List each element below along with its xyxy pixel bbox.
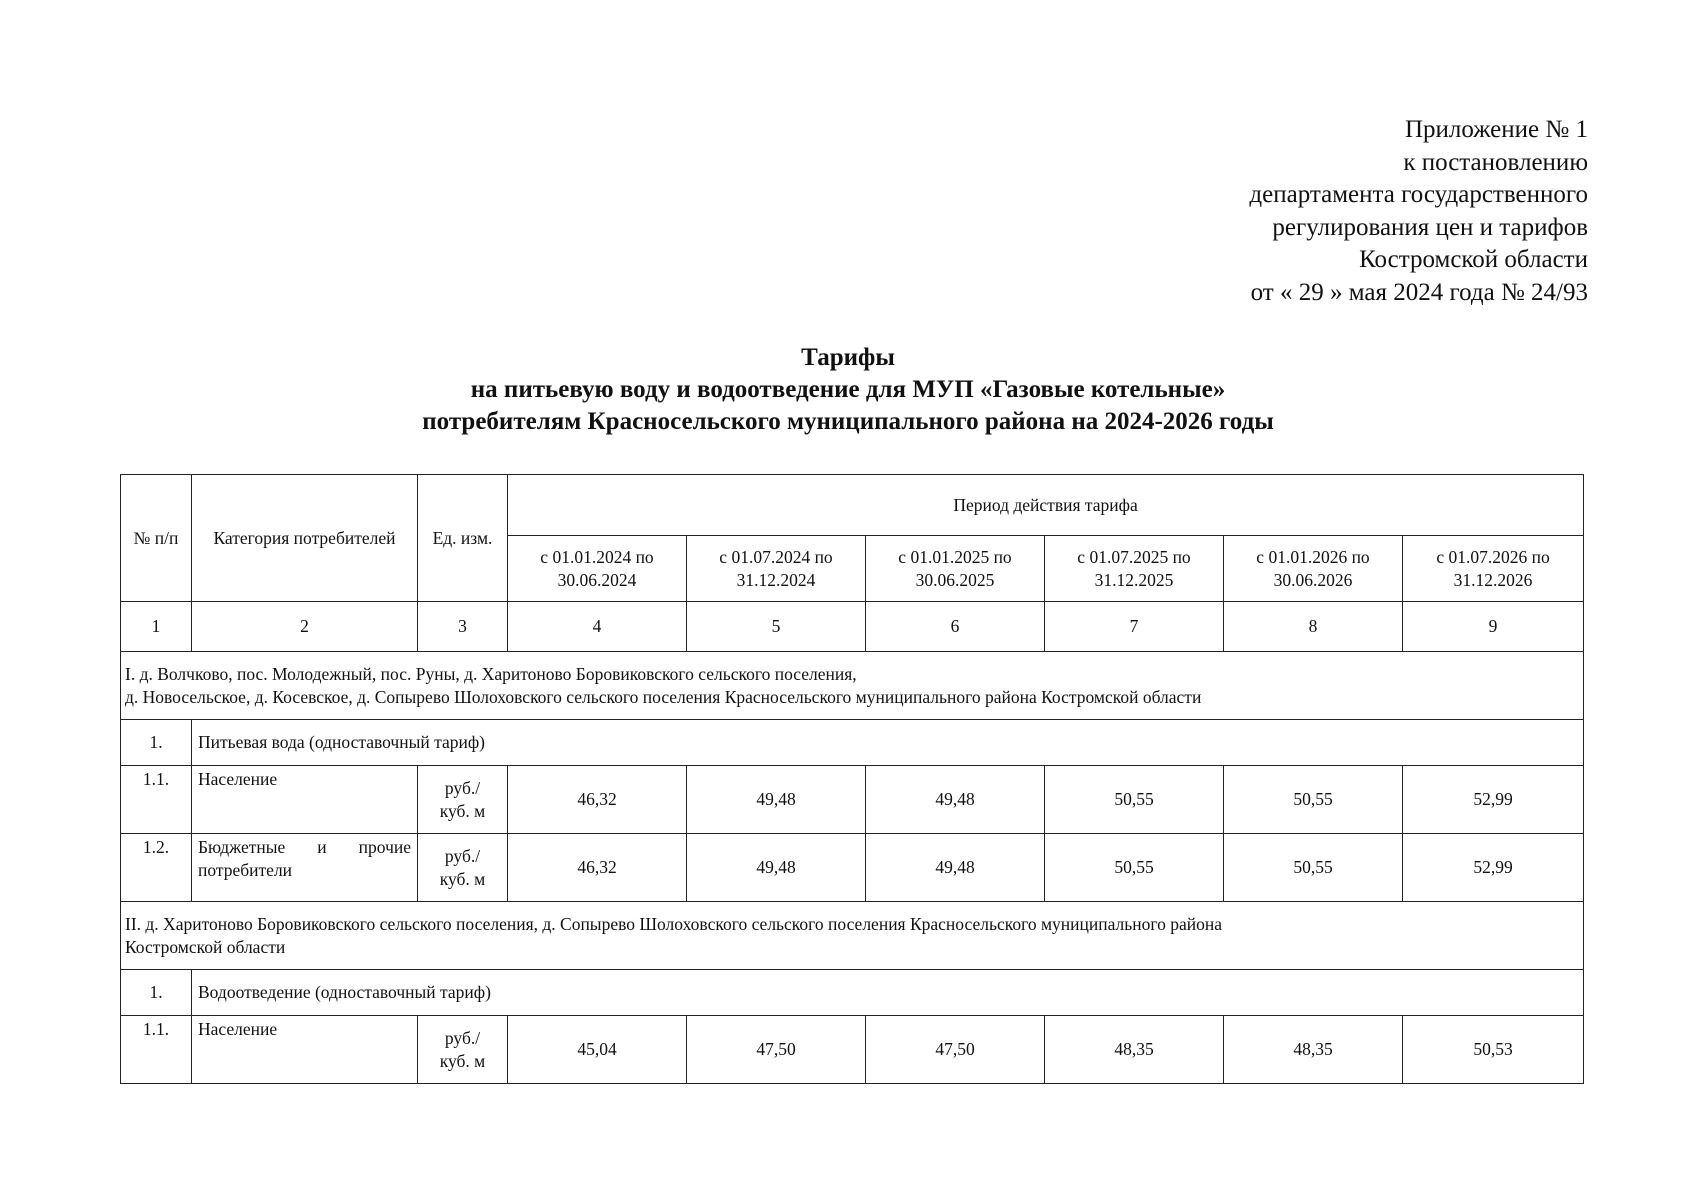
approval-block: [1249, 114, 1588, 309]
tariff-value: 49,48: [866, 834, 1045, 902]
tariff-value: 50,53: [1403, 1016, 1584, 1084]
category-line: Бюджетные и прочие: [198, 837, 411, 857]
approval-line: Костромской области: [1359, 246, 1588, 273]
period-to: 30.06.2026: [1273, 569, 1353, 590]
period-from: с 01.01.2026 по: [1256, 546, 1370, 567]
unit-line: куб. м: [439, 868, 486, 889]
service-label: Водоотведение (одноставочный тариф): [192, 970, 1584, 1016]
tariff-table: [120, 474, 1584, 1084]
column-numbers-row: [121, 602, 1584, 652]
tariff-value: 49,48: [687, 834, 866, 902]
row-unit: [418, 1016, 508, 1084]
tariff-value: 50,55: [1224, 766, 1403, 834]
column-number: 6: [866, 602, 1045, 652]
period-to: 31.12.2024: [736, 569, 816, 590]
service-row: [121, 970, 1584, 1016]
service-label: Питьевая вода (одноставочный тариф): [192, 720, 1584, 766]
column-number: 3: [418, 602, 508, 652]
header-category: Категория потребителей: [192, 475, 418, 602]
section-title-row: [121, 902, 1584, 970]
section-title-line: д. Новосельское, д. Косевское, д. Сопырево Шолоховского сельского поселения Красносельского муниципального района Костромской области: [125, 686, 1202, 707]
tariff-value: 52,99: [1403, 766, 1584, 834]
approval-line: к постановлению: [1403, 148, 1588, 176]
period-to: 31.12.2026: [1453, 569, 1533, 590]
period-cell: [687, 536, 866, 602]
header-num: № п/п: [121, 475, 192, 602]
column-number: 7: [1045, 602, 1224, 652]
period-cell: [866, 536, 1045, 602]
row-num: 1.1.: [121, 1016, 192, 1084]
table-row: [121, 1016, 1584, 1084]
section-title: [121, 902, 1584, 970]
header-unit: Ед. изм.: [418, 475, 508, 602]
tariff-value: 50,55: [1224, 834, 1403, 902]
document-title: [0, 342, 1696, 438]
row-category: Население: [192, 1016, 418, 1084]
period-cell: [1403, 536, 1584, 602]
tariff-value: 47,50: [866, 1016, 1045, 1084]
column-number: 8: [1224, 602, 1403, 652]
tariff-value: 48,35: [1224, 1016, 1403, 1084]
unit-line: куб. м: [439, 800, 486, 821]
column-number: 2: [192, 602, 418, 652]
section-title-line: Костромской области: [125, 936, 286, 957]
tariff-value: 50,55: [1045, 834, 1224, 902]
title-line: Тарифы: [801, 344, 895, 371]
service-row: [121, 720, 1584, 766]
tariff-value: 49,48: [687, 766, 866, 834]
column-number: 5: [687, 602, 866, 652]
period-cell: [1045, 536, 1224, 602]
unit-line: руб./: [444, 845, 481, 866]
title-line: потребителям Красносельского муниципального района на 2024-2026 годы: [422, 408, 1274, 435]
tariff-value: 47,50: [687, 1016, 866, 1084]
row-num: 1.1.: [121, 766, 192, 834]
section-title: [121, 652, 1584, 720]
section-title-line: I. д. Волчково, пос. Молодежный, пос. Руны, д. Харитоново Боровиковского сельского поселения,: [125, 663, 857, 684]
table-row: [121, 766, 1584, 834]
header-row: [121, 475, 1584, 536]
row-category: [192, 834, 418, 902]
period-to: 31.12.2025: [1094, 569, 1174, 590]
approval-line: департамента государственного: [1249, 181, 1588, 208]
approval-line: от « 29 » мая 2024 года № 24/93: [1250, 278, 1588, 306]
period-cell: [508, 536, 687, 602]
unit-line: руб./: [444, 777, 481, 798]
tariff-value: 48,35: [1045, 1016, 1224, 1084]
period-to: 30.06.2025: [915, 569, 995, 590]
period-from: с 01.07.2026 по: [1436, 546, 1550, 567]
tariff-value: 46,32: [508, 766, 687, 834]
period-from: с 01.01.2024 по: [540, 546, 654, 567]
row-unit: [418, 834, 508, 902]
tariff-value: 50,55: [1045, 766, 1224, 834]
unit-line: руб./: [444, 1027, 481, 1048]
row-category: Население: [192, 766, 418, 834]
tariff-value: 46,32: [508, 834, 687, 902]
period-from: с 01.07.2025 по: [1077, 546, 1191, 567]
header-period: Период действия тарифа: [508, 475, 1584, 536]
title-line: на питьевую воду и водоотведение для МУП «Газовые котельные»: [470, 376, 1226, 403]
approval-line: Приложение № 1: [1404, 116, 1588, 143]
section-title-line: II. д. Харитоново Боровиковского сельского поселения, д. Сопырево Шолоховского сельского поселения Красносельского муниципального района: [125, 913, 1222, 934]
tariff-value: 49,48: [866, 766, 1045, 834]
column-number: 1: [121, 602, 192, 652]
tariff-value: 52,99: [1403, 834, 1584, 902]
category-line: потребители: [198, 860, 293, 880]
period-from: с 01.07.2024 по: [719, 546, 833, 567]
period-from: с 01.01.2025 по: [898, 546, 1012, 567]
row-unit: [418, 766, 508, 834]
tariff-value: 45,04: [508, 1016, 687, 1084]
period-cell: [1224, 536, 1403, 602]
service-num: 1.: [121, 970, 192, 1016]
column-number: 9: [1403, 602, 1584, 652]
column-number: 4: [508, 602, 687, 652]
approval-line: регулирования цен и тарифов: [1272, 213, 1588, 241]
service-num: 1.: [121, 720, 192, 766]
period-to: 30.06.2024: [557, 569, 637, 590]
unit-line: куб. м: [439, 1050, 486, 1071]
section-title-row: [121, 652, 1584, 720]
table-row: [121, 834, 1584, 902]
row-num: 1.2.: [121, 834, 192, 902]
